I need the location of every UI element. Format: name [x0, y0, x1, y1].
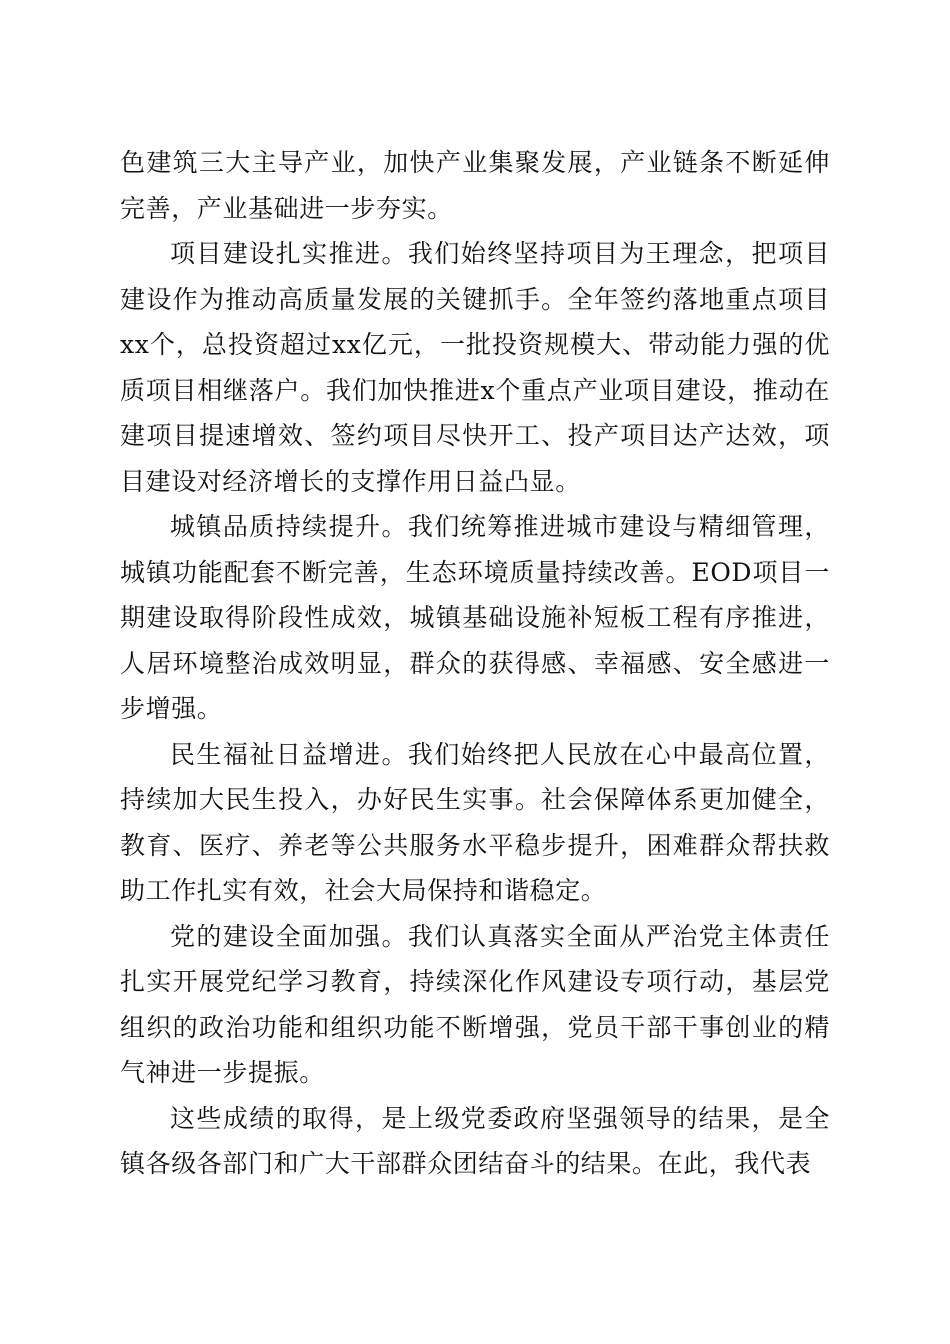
paragraph-achievements: 这些成绩的取得，是上级党委政府坚强领导的结果，是全镇各级各部门和广大干部群众团结奋斗的结果。在此，我代表	[120, 1103, 830, 1178]
paragraph-livelihood: 民生福祉日益增进。我们始终把人民放在心中最高位置，持续加大民生投入，办好民生实事。社会保障体系更加健全，教育、医疗、养老等公共服务水平稳步提升，困难群众帮扶救助工作扎实有效，社会大局保持和谐稳定。	[120, 739, 830, 905]
paragraph-continuation: 色建筑三大主导产业，加快产业集聚发展，产业链条不断延伸完善，产业基础进一步夯实。	[120, 148, 830, 223]
paragraph-project-construction: 项目建设扎实推进。我们始终坚持项目为王理念，把项目建设作为推动高质量发展的关键抓手。全年签约落地重点项目xx个，总投资超过xx亿元，一批投资规模大、带动能力强的优质项目相继落户。我们加快推进x个重点产业项目建设，推动在建项目提速增效、签约项目尽快开工、投产项目达产达效，项目建设对经济增长的支撑作用日益凸显。	[120, 239, 830, 496]
document-body	[120, 140, 830, 1187]
paragraph-town-quality: 城镇品质持续提升。我们统筹推进城市建设与精细管理，城镇功能配套不断完善，生态环境质量持续改善。EOD项目一期建设取得阶段性成效，城镇基础设施补短板工程有序推进，人居环境整治成效明显，群众的获得感、幸福感、安全感进一步增强。	[120, 512, 830, 723]
paragraph-party-building: 党的建设全面加强。我们认真落实全面从严治党主体责任扎实开展党纪学习教育，持续深化作风建设专项行动，基层党组织的政治功能和组织功能不断增强，党员干部干事创业的精气神进一步提振。	[120, 921, 830, 1087]
